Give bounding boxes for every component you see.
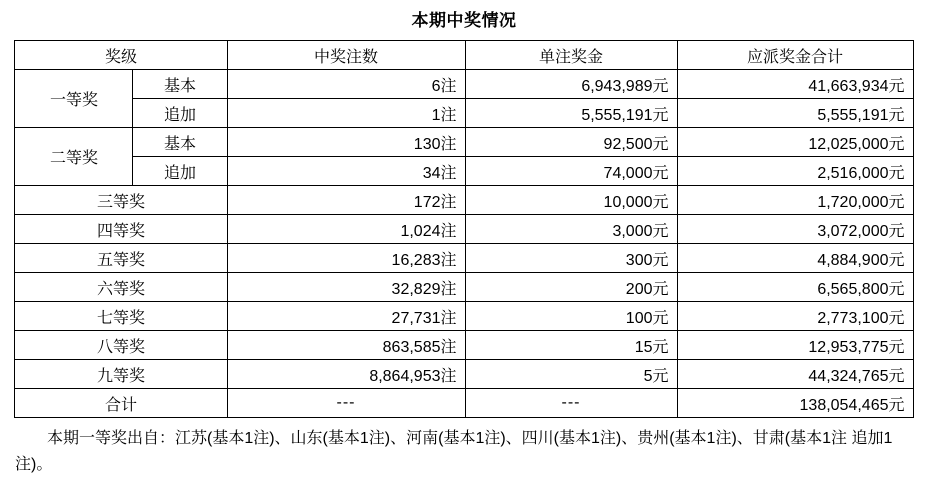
unit-prize: 15元 bbox=[465, 331, 677, 360]
grade-subtype-basic: 基本 bbox=[133, 70, 227, 99]
prize-table bbox=[14, 40, 913, 418]
total-prize: 12,025,000元 bbox=[677, 128, 913, 157]
winning-count: 863,585注 bbox=[227, 331, 465, 360]
winning-count: 8,864,953注 bbox=[227, 360, 465, 389]
table-row bbox=[15, 331, 913, 360]
grade-label-fifth: 五等奖 bbox=[15, 244, 227, 273]
table-row bbox=[15, 99, 913, 128]
total-prize: 3,072,000元 bbox=[677, 215, 913, 244]
total-prize: 41,663,934元 bbox=[677, 70, 913, 99]
total-prize: 138,054,465元 bbox=[677, 389, 913, 418]
first-prize-origin-note: 本期一等奖出自：江苏(基本1注)、山东(基本1注)、河南(基本1注)、四川(基本1注)、贵州(基本1注)、甘肃(基本1注 追加1注)。 bbox=[15, 430, 893, 473]
grade-label-fourth: 四等奖 bbox=[15, 215, 227, 244]
winning-count: 1,024注 bbox=[227, 215, 465, 244]
table-row bbox=[15, 244, 913, 273]
unit-prize: 5,555,191元 bbox=[465, 99, 677, 128]
column-header-unit-prize: 单注奖金 bbox=[465, 41, 677, 70]
column-header-grade: 奖级 bbox=[15, 41, 227, 70]
table-body bbox=[15, 70, 913, 418]
column-header-count: 中奖注数 bbox=[227, 41, 465, 70]
table-header-row bbox=[15, 41, 913, 70]
total-prize: 6,565,800元 bbox=[677, 273, 913, 302]
unit-prize: 100元 bbox=[465, 302, 677, 331]
table-row bbox=[15, 70, 913, 99]
unit-prize: 5元 bbox=[465, 360, 677, 389]
table-row bbox=[15, 157, 913, 186]
winning-count: 16,283注 bbox=[227, 244, 465, 273]
column-header-total-prize: 应派奖金合计 bbox=[677, 41, 913, 70]
table-row bbox=[15, 273, 913, 302]
total-prize: 44,324,765元 bbox=[677, 360, 913, 389]
grade-label-sixth: 六等奖 bbox=[15, 273, 227, 302]
unit-prize: 3,000元 bbox=[465, 215, 677, 244]
winning-count: 27,731注 bbox=[227, 302, 465, 331]
grade-label-third: 三等奖 bbox=[15, 186, 227, 215]
grade-label-eighth: 八等奖 bbox=[15, 331, 227, 360]
grade-label-first: 一等奖 bbox=[15, 70, 133, 128]
grade-label-sum: 合计 bbox=[15, 389, 227, 418]
table-row bbox=[15, 128, 913, 157]
unit-prize: --- bbox=[465, 389, 677, 418]
table-row bbox=[15, 302, 913, 331]
grade-subtype-additional: 追加 bbox=[133, 99, 227, 128]
grade-label-seventh: 七等奖 bbox=[15, 302, 227, 331]
grade-subtype-basic: 基本 bbox=[133, 128, 227, 157]
table-row bbox=[15, 215, 913, 244]
total-prize: 2,516,000元 bbox=[677, 157, 913, 186]
total-prize: 5,555,191元 bbox=[677, 99, 913, 128]
winning-count: 1注 bbox=[227, 99, 465, 128]
winning-count: --- bbox=[227, 389, 465, 418]
table-row-total bbox=[15, 389, 913, 418]
total-prize: 1,720,000元 bbox=[677, 186, 913, 215]
total-prize: 2,773,100元 bbox=[677, 302, 913, 331]
winning-count: 32,829注 bbox=[227, 273, 465, 302]
grade-label-ninth: 九等奖 bbox=[15, 360, 227, 389]
winning-count: 172注 bbox=[227, 186, 465, 215]
table-row bbox=[15, 360, 913, 389]
grade-subtype-additional: 追加 bbox=[133, 157, 227, 186]
total-prize: 4,884,900元 bbox=[677, 244, 913, 273]
table-row bbox=[15, 186, 913, 215]
table-header bbox=[15, 41, 913, 70]
unit-prize: 74,000元 bbox=[465, 157, 677, 186]
winning-count: 6注 bbox=[227, 70, 465, 99]
winning-count: 130注 bbox=[227, 128, 465, 157]
unit-prize: 6,943,989元 bbox=[465, 70, 677, 99]
unit-prize: 10,000元 bbox=[465, 186, 677, 215]
unit-prize: 200元 bbox=[465, 273, 677, 302]
grade-label-second: 二等奖 bbox=[15, 128, 133, 186]
unit-prize: 300元 bbox=[465, 244, 677, 273]
winning-count: 34注 bbox=[227, 157, 465, 186]
unit-prize: 92,500元 bbox=[465, 128, 677, 157]
total-prize: 12,953,775元 bbox=[677, 331, 913, 360]
page-title: 本期中奖情况 bbox=[411, 11, 517, 30]
